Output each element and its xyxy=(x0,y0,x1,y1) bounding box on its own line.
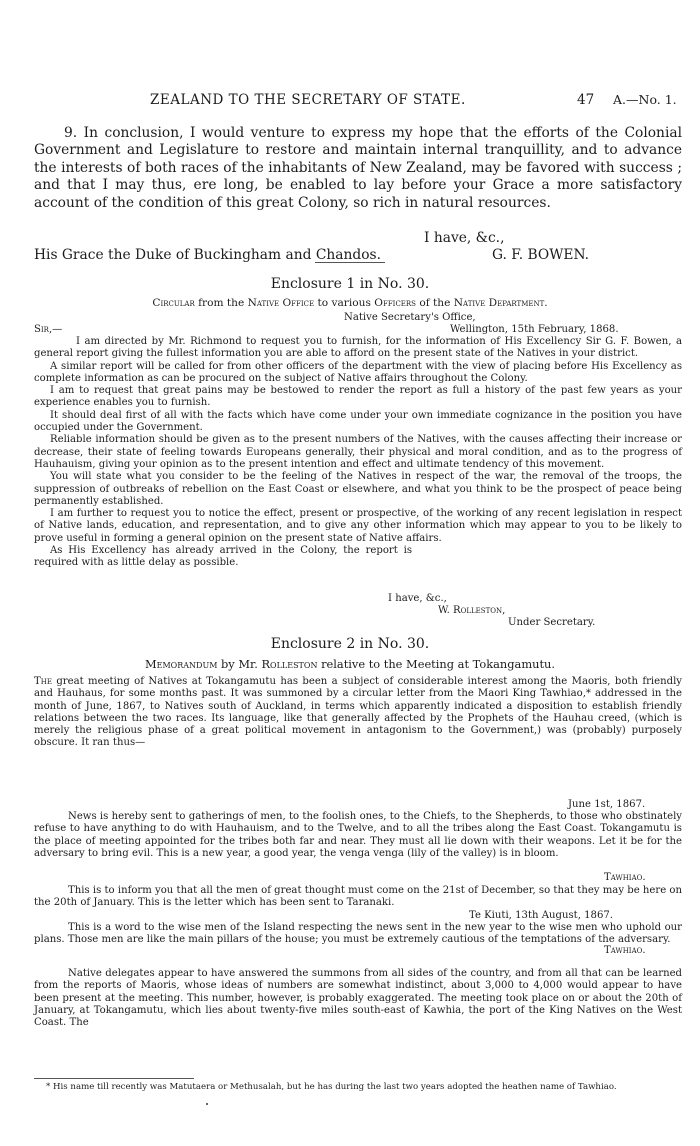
subheading-part: Rolleston xyxy=(261,657,318,671)
salutation: Sir,— xyxy=(34,324,63,335)
subheading-part: to various xyxy=(314,297,375,309)
letter-date-1: June 1st, 1867. xyxy=(568,799,646,810)
final-paragraph: Native delegates appear to have answered the summons from all sides of the country, and from all that can be learned from the reports of Maoris, whose ideas of numbers are somewhat indistinct, about 3,000 to 4,000 would appear to have been present at the meeting. This number, however, is probably exaggerated. The meeting took place on or about the 20th of January, at Tokangamutu, which lies about twenty-five miles south-east of Kawhia, the port of the King Natives on the West Coast. The xyxy=(34,968,682,1029)
enclosure-1-subheading xyxy=(0,297,700,309)
enclosure-1-paragraph: It should deal first of all with the facts which have come under your own immediate cognizance in the position you have occupied under the Government. xyxy=(34,409,682,434)
enclosure-1-signature-title: Under Secretary. xyxy=(508,617,596,628)
running-title: ZEALAND TO THE SECRETARY OF STATE. xyxy=(150,92,466,108)
king-letter-3 xyxy=(34,922,682,947)
letter-closing-phrase: I have, &c., xyxy=(424,230,505,246)
subheading-part: Native Department. xyxy=(453,297,548,309)
section-divider xyxy=(315,262,385,263)
subheading-part: Officers xyxy=(374,297,416,309)
date-line: Wellington, 15th February, 1868. xyxy=(450,324,619,335)
footnote-text: * His name till recently was Matutaera or Methusalah, but he has during the last two years adopted the heathen name of Tawhiao. xyxy=(46,1082,617,1092)
king-letter-1 xyxy=(34,811,682,860)
enclosure-1-closing: I have, &c., xyxy=(388,593,447,604)
page-header xyxy=(0,92,700,114)
subheading-part: Native Office xyxy=(247,297,315,309)
enclosure-1-paragraph: I am directed by Mr. Richmond to request you to furnish, for the information of His Excellency Sir G. F. Bowen, a general report giving the fullest information you are able to afford on the present state of the Natives in your district. xyxy=(34,336,682,360)
letter-addressee: His Grace the Duke of Buckingham and Chandos. xyxy=(34,247,381,263)
enclosure-1-paragraph: A similar report will be called for from other officers of the department with the view of placing before His Excellency as complete information as can be procured on the subject of Native affairs throughout the Colony. xyxy=(34,360,682,384)
enclosure-1-body xyxy=(34,336,682,570)
footnote-divider xyxy=(34,1078,194,1079)
enclosure-1-paragraph: I am to request that great pains may be bestowed to render the report as full a history of the past few years as your experience enables you to furnish. xyxy=(34,385,682,409)
subheading-part: relative to the Meeting at Tokangamutu. xyxy=(317,657,555,671)
print-speck xyxy=(206,1103,208,1105)
letter-paragraph: 9. In conclusion, I would venture to express my hope that the efforts of the Colonial Government and Legislature to restore and maintain internal tranquillity, and to advance the interests of both races of the inhabitants of New Zealand, may be favored with success ; and that I may thus, ere long, be enabled to lay before your Grace a more satisfactory account of the condition of this great Colony, so rich in natural resources. xyxy=(34,125,682,211)
subheading-part: Memorandum xyxy=(144,657,218,671)
subheading-part: of the xyxy=(415,297,454,309)
king-letter-2 xyxy=(34,885,682,910)
letter-date-2: Te Kiuti, 13th August, 1867. xyxy=(469,910,614,921)
enclosure-1-heading: Enclosure 1 in No. 30. xyxy=(270,276,430,292)
enclosure-1-paragraph: Reliable information should be given as to the present numbers of the Natives, with the causes affecting their increase or decrease, their state of feeling towards Europeans generally, their physical and moral condition, and as to the progress of Hauhauism, giving your opinion as to the present intention and effect and ultimate tendency of this movement. xyxy=(34,434,682,470)
enclosure-2-heading: Enclosure 2 in No. 30. xyxy=(270,636,430,652)
intro-text: great meeting of Natives at Tokangamutu has been a subject of considerable interest among the Maoris, both friendly and Hauhaus, for some months past. It was summoned by a circular letter from the Maori King Tawhiao,* addressed in the month of June, 1867, to Natives south of Auckland, in terms which apparently indicated a disposition to establish friendly relations between the two races. Its language, like that generally affected by the Prophets of the Hauhau creed, (which is merely the religious phase of a great political movement in antagonism to the Government,) was (probably) purposely obscure. It ran thus— xyxy=(34,676,682,749)
king-signature-1: Tawhiao. xyxy=(604,872,646,883)
opening-word: The xyxy=(34,676,52,687)
enclosure-2-final xyxy=(34,968,682,1029)
subheading-part: from the xyxy=(194,297,248,309)
intro-paragraph xyxy=(34,676,682,750)
king-letter-3-text: This is a word to the wise men of the Island respecting the news sent in the new year to the wise men who uphold our plans. Those men are like the main pillars of the house; you must be extremely cautious of the temptations of the adversary. xyxy=(34,922,682,946)
footnote xyxy=(34,1082,682,1093)
letter-signature: G. F. BOWEN. xyxy=(492,247,590,263)
enclosure-1-signature: W. Rolleston, xyxy=(438,605,506,616)
king-letter-2-text: This is to inform you that all the men of great thought must come on the 21st of December, so that they may be here on the 20th of January. This is the letter which has been sent to Taranaki. xyxy=(34,885,682,909)
subheading-part: Circular xyxy=(152,297,195,309)
page-number: 47 xyxy=(577,92,595,108)
enclosure-1-paragraph: As His Excellency has already arrived in the Colony, the report is required with as little delay as possible. xyxy=(34,545,412,569)
enclosure-1-paragraph: I am further to request you to notice the effect, present or prospective, of the working of any recent legislation in respect of Native lands, education, and representation, and to give any other information which may appear to you to be likely to prove useful in forming a general opinion on the present state of Native affairs. xyxy=(34,508,682,544)
enclosure-2-subheading xyxy=(0,657,700,671)
subheading-part: by Mr. xyxy=(217,657,262,671)
document-reference: A.—No. 1. xyxy=(613,92,677,107)
king-letter-1-text: News is hereby sent to gatherings of men, to the foolish ones, to the Chiefs, to the Shepherds, to those who obstinately refuse to have anything to do with Hauhauism, and to the Twelve, and to all the tribes along the East Coast. Tokangamutu is the place of meeting appointed for the tribes both far and near. They must all lie down with their weapons. Let it be for the adversary to bring evil. This is a new year, a good year, the venga venga (lily of the valley) is in bloom. xyxy=(34,811,682,859)
office-line: Native Secretary's Office, xyxy=(344,312,476,323)
king-signature-3: Tawhiao. xyxy=(604,945,646,956)
enclosure-1-paragraph: You will state what you consider to be the feeling of the Natives in respect of the war, the removal of the troops, the suppression of outbreaks of rebellion on the East Coast or elsewhere, and what you think to be the prospect of peace being permanently established. xyxy=(34,471,682,507)
enclosure-2-intro xyxy=(34,676,682,750)
